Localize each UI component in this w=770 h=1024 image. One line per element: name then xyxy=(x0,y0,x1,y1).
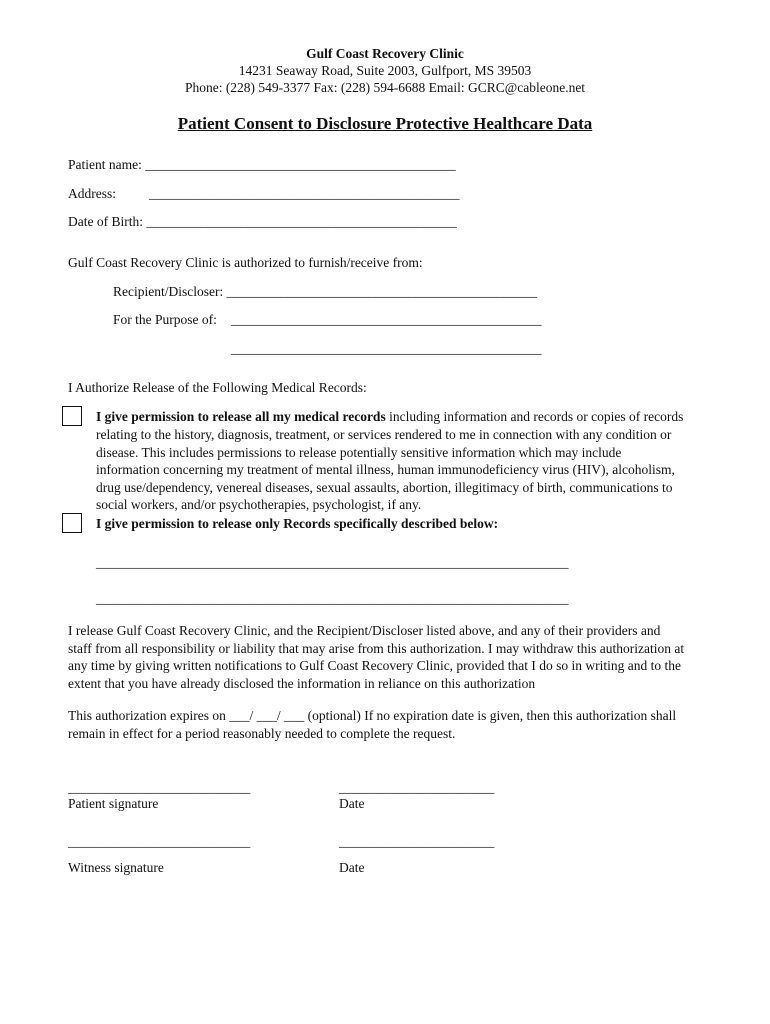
release-specific-label: I give permission to release only Records specifically described below: xyxy=(96,516,499,531)
purpose-label: For the Purpose of: xyxy=(113,312,217,327)
patient-signature-label: Patient signature xyxy=(68,796,159,811)
form-title: Patient Consent to Disclosure Protective Healthcare Data xyxy=(177,114,593,133)
patient-date-label: Date xyxy=(339,796,365,811)
patient-date-line[interactable]: _______________________ xyxy=(339,780,495,795)
release-all-bold: I give permission to release all my medical records xyxy=(96,409,386,424)
release-specific-checkbox[interactable] xyxy=(62,513,82,533)
records-heading: I Authorize Release of the Following Medical Records: xyxy=(68,380,367,395)
clinic-contact: Phone: (228) 549-3377 Fax: (228) 594-6688 Email: GCRC@cableone.net xyxy=(184,80,586,95)
witness-date-label: Date xyxy=(339,860,365,875)
release-line2: staff from all responsibility or liability that may arise from this authorization. I may withdraw this authorization at xyxy=(68,640,685,656)
expiration-line1[interactable]: This authorization expires on ___/ ___/ ___ (optional) If no expiration date is given, then this authorization shall xyxy=(68,708,677,723)
release-all-line1 xyxy=(96,409,683,425)
release-line1: I release Gulf Coast Recovery Clinic, and the Recipient/Discloser listed above, and any of their providers and xyxy=(68,623,661,638)
purpose-field-line2[interactable]: ______________________________________________ xyxy=(231,341,542,356)
address-label: Address: xyxy=(68,186,116,201)
patient-signature-line[interactable]: ___________________________ xyxy=(68,780,251,795)
release-line3: any time by giving written notifications to Gulf Coast Recovery Clinic, provided that I do so in writing and to the xyxy=(68,658,682,673)
specific-records-line2[interactable]: ______________________________________________________________________ xyxy=(96,591,569,606)
address-field[interactable]: ______________________________________________ xyxy=(149,186,460,201)
expiration-line2: remain in effect for a period reasonably needed to complete the request. xyxy=(68,725,456,741)
authorization-intro: Gulf Coast Recovery Clinic is authorized to furnish/receive from: xyxy=(68,255,423,270)
specific-records-line1[interactable]: ______________________________________________________________________ xyxy=(96,555,569,570)
clinic-name: Gulf Coast Recovery Clinic xyxy=(306,46,464,61)
dob-field[interactable]: Date of Birth: ______________________________________________ xyxy=(68,214,457,229)
witness-date-line[interactable]: _______________________ xyxy=(339,834,495,849)
witness-signature-label: Witness signature xyxy=(68,860,164,875)
witness-signature-line[interactable]: ___________________________ xyxy=(68,834,251,849)
purpose-field[interactable]: ______________________________________________ xyxy=(231,312,542,327)
recipient-field[interactable]: Recipient/Discloser: ______________________________________________ xyxy=(113,284,538,299)
release-all-line5: drug use/dependency, venereal diseases, sexual assaults, abortion, illegitimacy of birth, communications to xyxy=(96,479,673,495)
release-line4: extent that you have already disclosed the information in reliance on this authorization xyxy=(68,675,536,691)
release-all-line2: relating to the history, diagnosis, treatment, or services rendered to me in connection with any condition or xyxy=(96,427,672,442)
release-all-line6: social workers, and/or psychotherapies, psychologist, if any. xyxy=(96,497,422,512)
clinic-address: 14231 Seaway Road, Suite 2003, Gulfport, MS 39503 xyxy=(238,63,532,78)
release-all-rest: including information and records or copies of records xyxy=(385,409,684,424)
patient-name-field[interactable]: Patient name: ______________________________________________ xyxy=(68,157,456,172)
release-all-line4: information concerning my treatment of mental illness, human immunodeficiency virus (HIV), alcoholism, xyxy=(96,462,675,477)
release-all-line3: disease. This includes permissions to release potentially sensitive information which may include xyxy=(96,444,622,460)
release-all-checkbox[interactable] xyxy=(62,406,82,426)
